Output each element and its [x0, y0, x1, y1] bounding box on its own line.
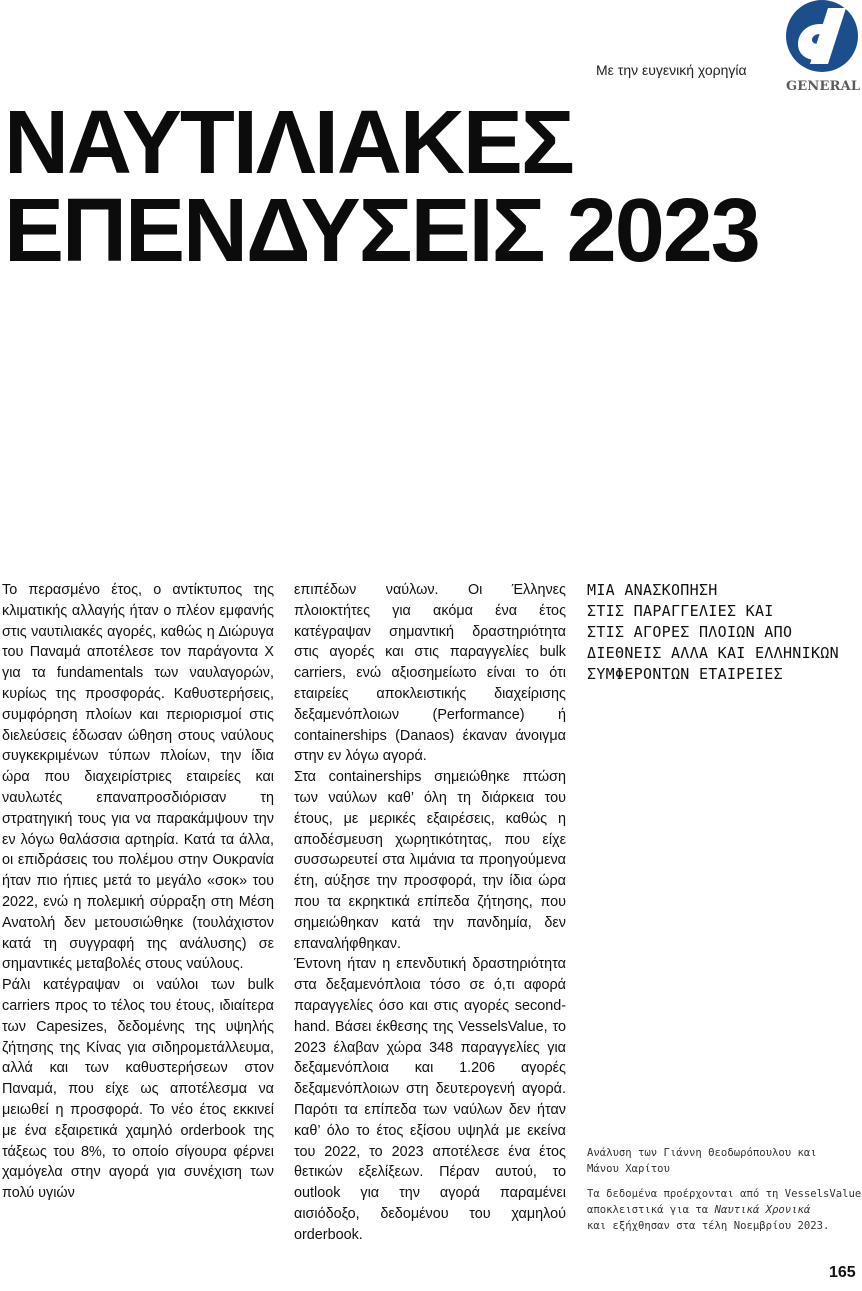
source-line: και εξήχθησαν στα τέλη Νοεμβρίου 2023. [587, 1220, 830, 1232]
author-credit [587, 1145, 857, 1177]
paragraph: Στα containerships σημειώθηκε πτώση των ναύλων καθ’ όλη τη διάρκεια του έτους, με μερικές εξαιρέσεις, καθώς η αποδέσμευση χωρητικότητας, που είχε συσσωρευτεί στα λιμάνια τα προηγούμενα έτη, αύξησε την προσφορά, την ίδια ώρα που τα εκρηκτικά επίπεδα ζήτησης, που σημειώθηκαν κατά την πανδημία, δεν επαναλήφθηκαν. [294, 769, 566, 952]
article-column-2 [294, 580, 566, 1246]
data-source-note [587, 1186, 862, 1234]
page-number: 165 [829, 1264, 856, 1281]
source-line: Τα δεδομένα προέρχονται από τη VesselsValue [587, 1188, 862, 1200]
paragraph: Το περασμένο έτος, ο αντίκτυπος της κλιματικής αλλαγής ήταν ο πλέον εμφανής στις ναυτιλιακές αγορές, καθώς η Διώρυγα του Παναμά αποτέλεσε τον παράγοντα Χ για τα fundamentals των ναυλαγορών, κυρίως της προσφοράς. Καθυστερήσεις, συμφόρηση πλοίων και περιορισμοί στις διελεύσεις έδωσαν ώθηση στους ναύλους συγκεκριμένων τύπων πλοίων, την ίδια ώρα που διαχειρίστριες εταιρείες και ναυλωτές επαναπροσδιόρισαν τη στρατηγική τους για να παρακάμψουν την εν λόγω θαλάσσια αρτηρία. Κατά τα άλλα, οι επιδράσεις του πολέμου στην Ουκρανία ήταν πιο ήπιες μετά το μεγάλο «σοκ» του 2022, ενώ η πολεμική σύρραξη στη Μέση Ανατολή δεν μετουσιώθηκε (τουλάχιστον κατά τη συγγραφή της ανάλυσης) σε σημαντικές μεταβολές στους ναύλους. [2, 582, 274, 973]
subhead-line: ΜΙΑ ΑΝΑΣΚΟΠΗΣΗ [587, 581, 718, 599]
title-line-2: ΕΠΕΝΔΥΣΕΙΣ 2023 [4, 181, 759, 281]
subhead-line: ΔΙΕΘΝΕΙΣ ΑΛΛΑ ΚΑΙ ΕΛΛΗΝΙΚΩΝ [587, 644, 839, 662]
credit-line: Μάνου Χαρίτου [587, 1163, 670, 1175]
title-line-1: ΝΑΥΤΙΛΙΑΚΕΣ [4, 93, 573, 193]
source-line [587, 1202, 862, 1218]
paragraph: επιπέδων ναύλων. Οι Έλληνες πλοιοκτήτες για ακόμα ένα έτος κατέγραψαν σημαντική δραστηριότητα στις αγορές και στις παραγγελίες bulk carriers, ενώ αξιοσημείωτο είναι το ότι εταιρείες αποκλειστικής διαχείρισης δεξαμενόπλοιων (Performance) ή containerships (Danaos) έκαναν άνοιγμα στην εν λόγω αγορά. [294, 582, 566, 765]
subhead-line: ΣΤΙΣ ΠΑΡΑΓΓΕΛΙΕΣ ΚΑΙ [587, 602, 774, 620]
paragraph: Έντονη ήταν η επενδυτική δραστηριότητα στα δεξαμενόπλοια τόσο σε ό,τι αφορά παραγγελίες όσο και στις αγορές second-hand. Βάσει έκθεσης της VesselsValue, το 2023 έλαβαν χώρα 348 παραγγελίες για δεξαμενόπλοια και 1.206 αγορές δεξαμενόπλοιων στη δευτερογενή αγορά. Παρότι τα επίπεδα των ναύλων δεν ήταν καθ’ όλο το έτος εξίσου υψηλά με εκείνα του 2022, το 2023 αποτέλεσε ένα έτος θετικών εξελίξεων. Πέραν αυτού, το outlook για την αγορά παραμένει αισιόδοξο, δεδομένου του χαμηλού orderbook. [294, 956, 566, 1243]
source-line-prefix: αποκλειστικά για τα [587, 1204, 715, 1216]
article-subhead [587, 580, 857, 685]
paragraph: Ράλι κατέγραψαν οι ναύλοι των bulk carriers προς το τέλος του έτους, ιδιαίτερα των Capesizes, δεδομένης της υψηλής ζήτησης της Κίνας για σιδηρομετάλλευμα, αλλά και των καθυστερήσεων στον Παναμά, που είχε ως αποτέλεσμα να μειωθεί η προσφορά. Το νέο έτος εκκινεί με ένα εξαιρετικά χαμηλό orderbook της τάξεως του 8%, το οποίο σίγουρα φέρνει χαμόγελα στην αγορά για συνέχιση των πολύ υγιών [2, 977, 274, 1202]
logo-text: GENERAL [786, 79, 861, 94]
credit-line: Ανάλυση των Γιάννη Θεοδωρόπουλου και [587, 1147, 817, 1159]
publication-name: Ναυτικά Χρονικά [714, 1204, 811, 1216]
article-column-1 [2, 580, 274, 1204]
sponsor-label: Με την ευγενική χορηγία [596, 62, 747, 78]
subhead-line: ΣΥΜΦΕΡΟΝΤΩΝ ΕΤΑΙΡΕΙΕΣ [587, 665, 783, 683]
subhead-line: ΣΤΙΣ ΑΓΟΡΕΣ ΠΛΟΙΩΝ ΑΠΟ [587, 623, 793, 641]
